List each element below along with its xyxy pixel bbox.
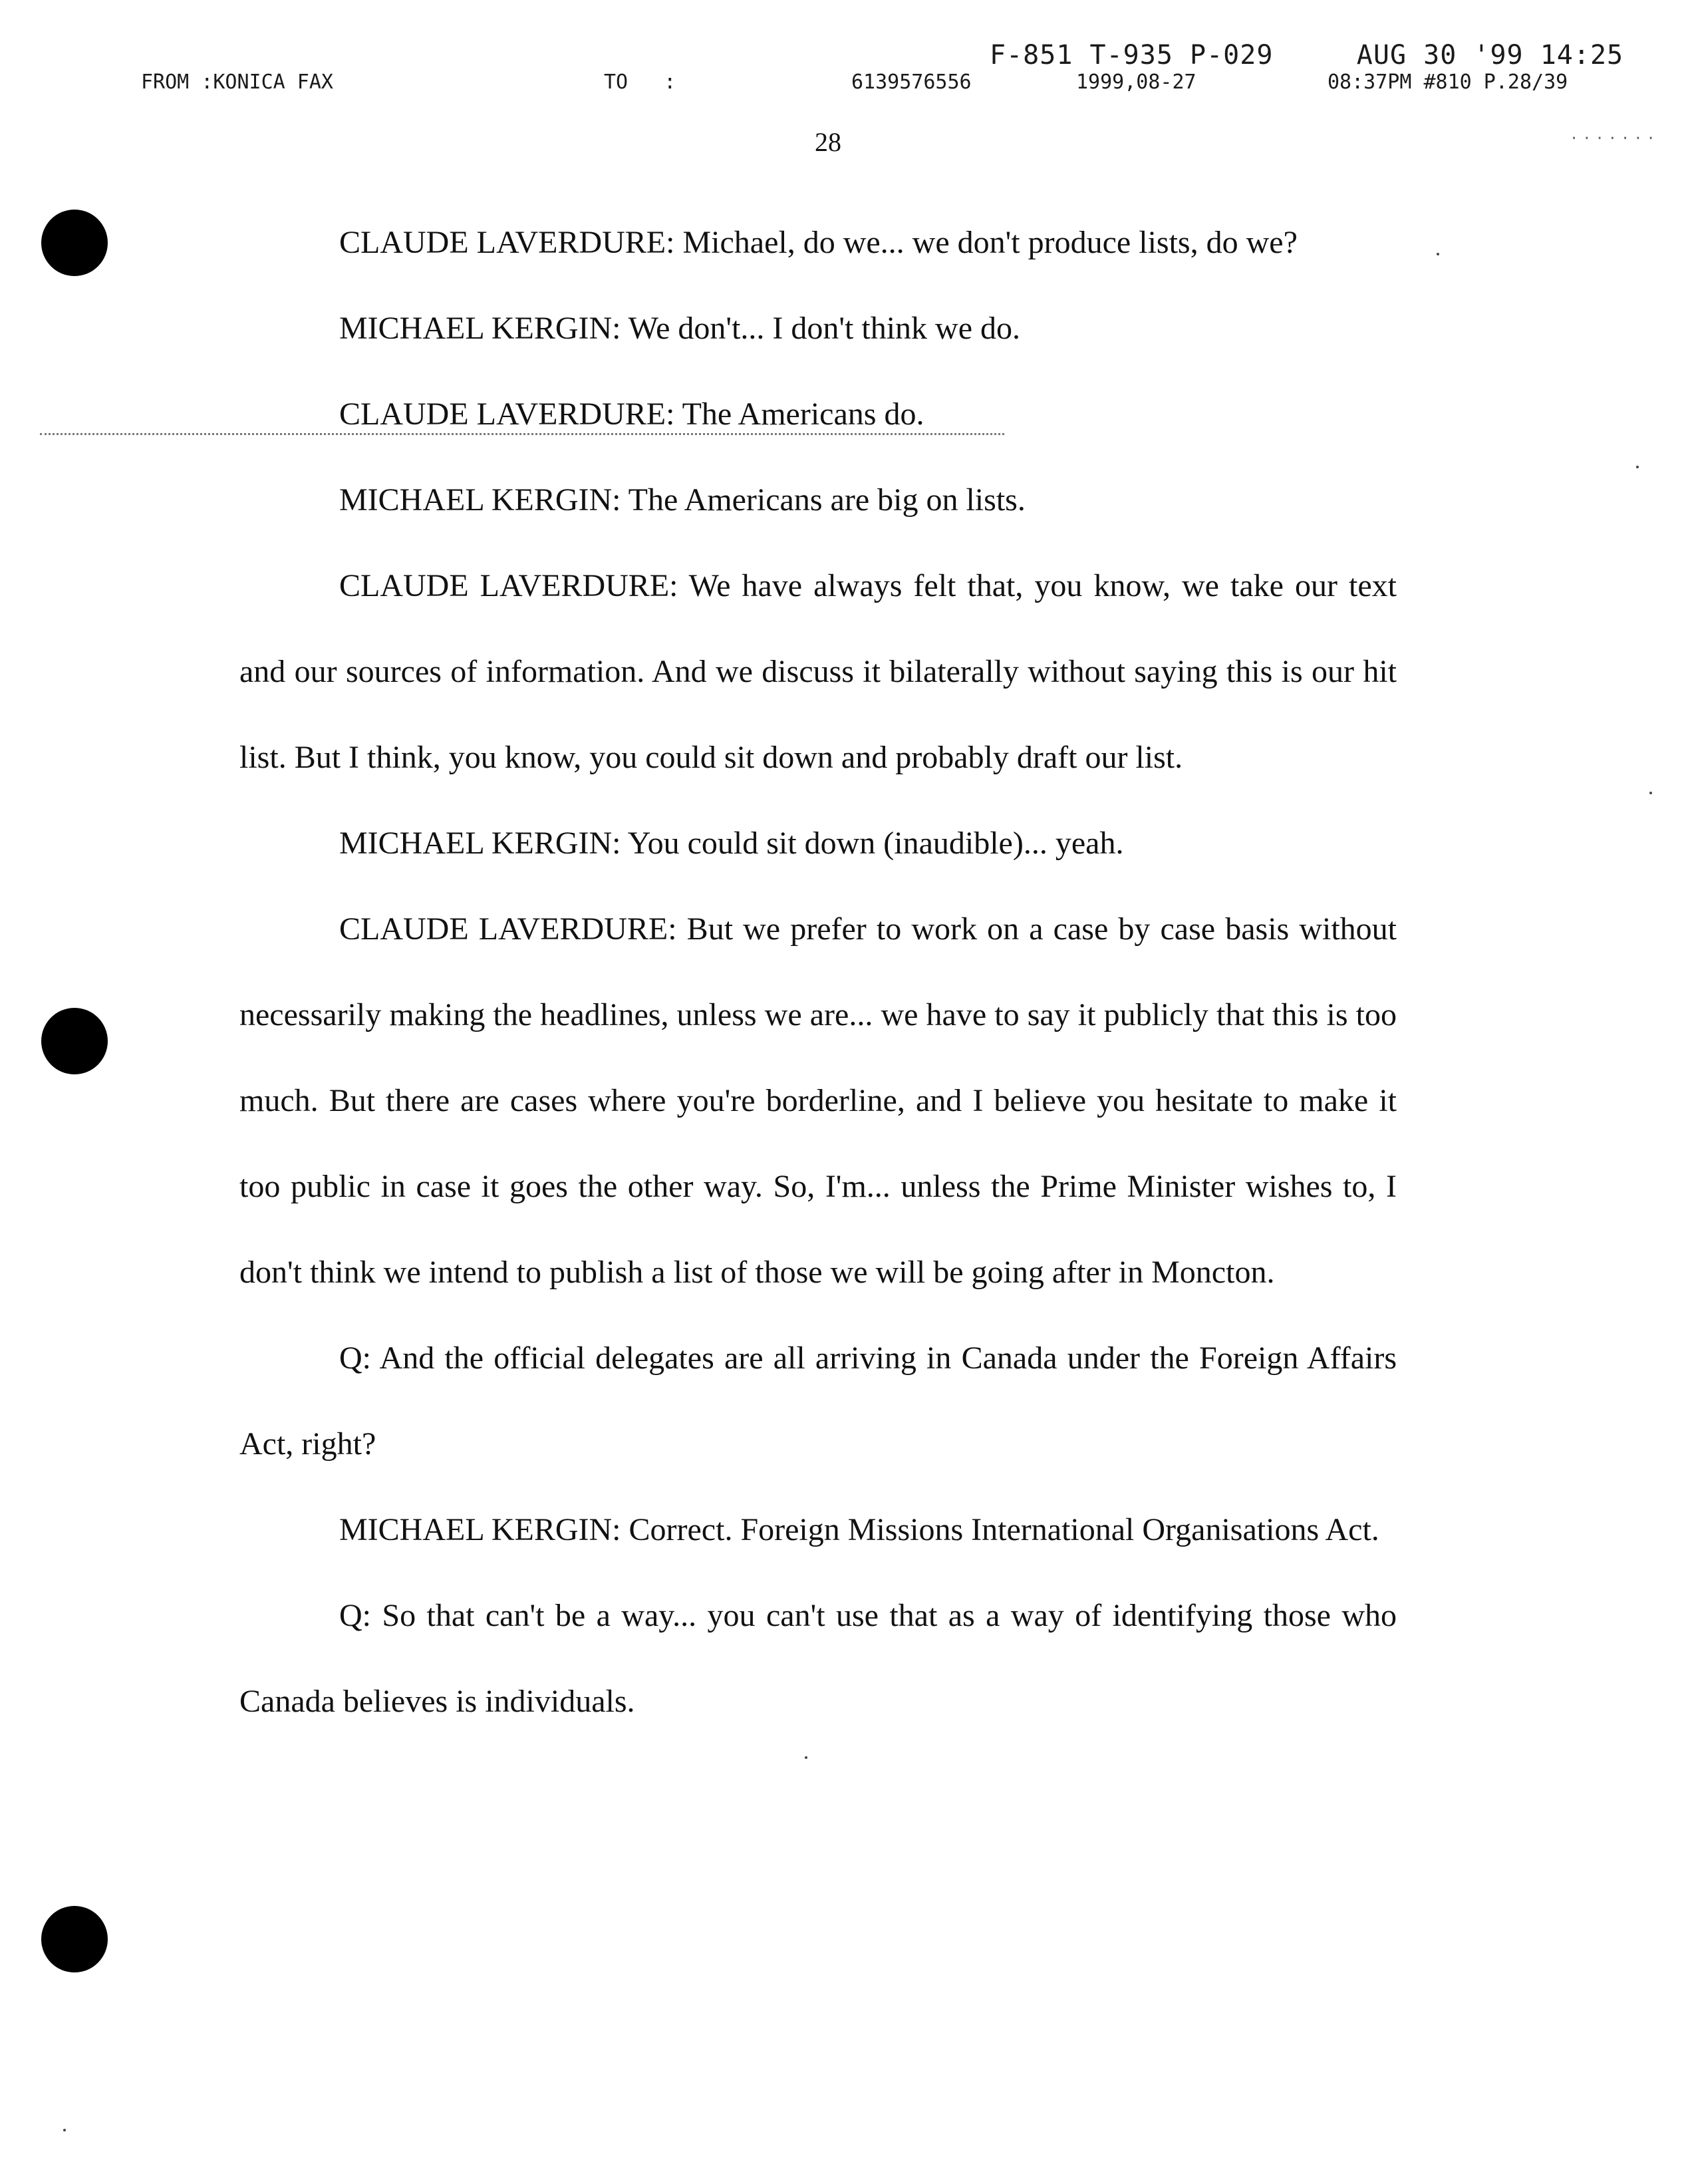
scan-speck <box>63 2129 66 2131</box>
punch-hole-middle <box>41 1008 108 1074</box>
transcript-paragraph: MICHAEL KERGIN: We don't... I don't think we do. <box>339 311 1021 346</box>
transcript-body <box>239 200 1397 1744</box>
page-number: 28 <box>815 127 841 157</box>
punch-hole-bottom <box>41 1906 108 1972</box>
fax-date: 1999,08-27 <box>1076 71 1196 94</box>
transcript-paragraph: Q: So that can't be a way... you can't use that as a way of identifying those who Canada believes is individuals. <box>239 1598 1397 1719</box>
transcript-paragraph: CLAUDE LAVERDURE: The Americans do. <box>339 396 924 432</box>
fax-from: FROM :KONICA FAX <box>141 71 333 94</box>
transcript-paragraph: MICHAEL KERGIN: The Americans are big on lists. <box>339 482 1026 518</box>
fax-time-page: 08:37PM #810 P.28/39 <box>1328 71 1568 94</box>
fax-to: TO : <box>604 71 676 94</box>
fax-transmission-line: F-851 T-935 P-029 AUG 30 '99 14:25 <box>990 40 1624 71</box>
scan-speck <box>805 1756 807 1759</box>
scan-speck <box>1649 792 1652 794</box>
transcript-paragraph: CLAUDE LAVERDURE: We have always felt that, you know, we take our text and our sources of information. And we discuss it bilaterally without saying this is our hit list. But I think, you know, you could sit down and probably draft our list. <box>239 568 1397 775</box>
punch-hole-top <box>41 210 108 276</box>
fax-number: 6139576556 <box>851 71 972 94</box>
transcript-paragraph: CLAUDE LAVERDURE: But we prefer to work on a case by case basis without necessarily making the headlines, unless we are... we have to say it publicly that this is too much. But there are cases where you're borderline, and I believe you hesitate to make it too public in case it goes the other way. So, I'm... unless the Prime Minister wishes to, I don't think we intend to publish a list of those we will be going after in Moncton. <box>239 911 1397 1290</box>
transcript-paragraph: MICHAEL KERGIN: You could sit down (inaudible)... yeah. <box>339 826 1124 861</box>
transcript-paragraph: MICHAEL KERGIN: Correct. Foreign Missions International Organisations Act. <box>339 1512 1379 1547</box>
scan-speck <box>1437 253 1439 255</box>
scan-noise-dots: ....... <box>1570 126 1659 143</box>
transcript-paragraph: Q: And the official delegates are all arriving in Canada under the Foreign Affairs Act, right? <box>239 1340 1397 1462</box>
transcript-paragraph: CLAUDE LAVERDURE: Michael, do we... we don't produce lists, do we? <box>339 225 1298 260</box>
scan-speck <box>1636 466 1639 468</box>
